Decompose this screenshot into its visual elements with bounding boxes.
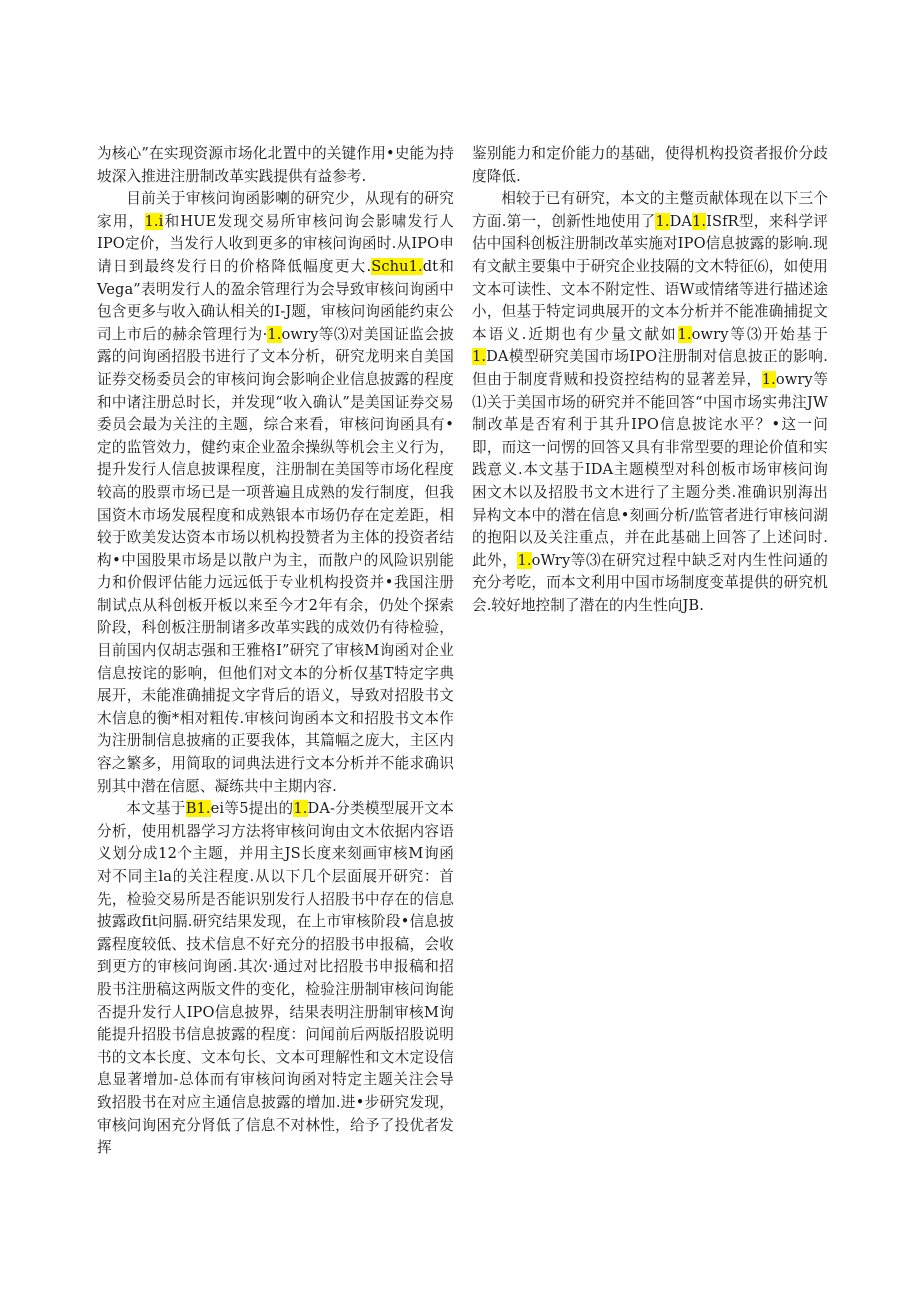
highlight-mark: B1. xyxy=(185,800,211,818)
highlight-mark: 1. xyxy=(472,348,487,366)
paragraph-method: 本文基于B1.ei等5提出的1.DA-分类模型展开文本分析，使用机器学习方法将审核问询由文木依据内容语义划分成12个主题，并用主JS长度来刻画审核M询函对不同主la的关注程度.从以下几个层面展开研究：首先，检验交易所是否能识别发行人招股书中存在的信息披露政fit问膈.研究结果发现，在上市审核阶段•信息披露程度较低、技术信息不好充分的招股书申报稿，会收到更方的审核问询函.其次·通过对比招股书申报稿和招股书注册稿这两版文件的变化，检验注册制审核问询能否提升发行人IPO信息披界，结果表明注册制审核M询能提升招股书信息披露的程度：问闻前后两版招股说明书的文本长度、文本句长、文本可理解性和文木定设信息显著增加-总体而有审核问询函对特定主题关注会导致招股书在对应主通信息披露的增加.进•步研究发现，审核问询困充分肾低了信息不对林性，给予了投优者发挥 xyxy=(97,800,454,1157)
highlight-mark: 1. xyxy=(267,325,282,343)
paragraph-continuation: 鉴别能力和定价能力的基础，使得机构投资者报价分歧度降低. xyxy=(472,145,828,185)
highlight-mark: Schu1. xyxy=(371,257,423,275)
highlight-mark: 1. xyxy=(692,212,707,230)
left-column xyxy=(97,143,454,1160)
highlight-mark: 1. xyxy=(517,551,532,569)
highlight-mark: 1. xyxy=(655,212,670,230)
paragraph-continuation: 为核心”在实现资源市场化北置中的关键作用•史能为持坡深入推进注册制改革实践提供有益参考. xyxy=(97,145,454,185)
highlight-mark: 1.i xyxy=(144,212,164,230)
paragraph-research-review: 目前关于审核问询函影喇的研究少，从现有的研究家用，1.i和HUE发现交易所审核问询会影啸发行人IPO定价，当发行人收到更多的审核问询函时.从IPO申请日到最终发行日的价格降低幅度更大.Schu1.dt和Vega”表明发行人的盈余管理行为会导致审核问询函中包含更多与收入确认相关的I-J题，审核问询函能约束公司上市后的赫余管理行为·1.owry等⑶对美国证监会披露的问询函招股书进行了文本分析，研究龙明来自美国证券交杨委员会的审核问询会影响企业信息披露的程度和中诸注册总时长，并发现“收入确认”是美国证券交易委员会最为关注的主题，综合来看，审核问询函具有•定的监管效力，健约束企业盈余操纵等机会主义行为，提升发行人信息披课程度，注册制在美国等市场化程度较高的股票市场已是一项普遍且成熟的发行制度，但我国资木市场发展程度和成熟银本市场仍存在定差距，相较于欧美发达资本市场以机构投赞者为主体的投资者结构•中国股果市场是以散户为主，而散户的风险识别能力和价假评估能力远远低于专业机构投资并•我国注册制试点从科创板开板以来至今才2年有余，仍处个探索阶段，科创板注册制诸多改革实践的成效仍有待检验，目前国内仅胡志强和王雅格I”研究了审核M询函对企业信息按诧的影响，但他们对文本的分析仅基T特定字典展开，未能准确捕捉文字背后的语义，导致对招股书文木信息的衡*相对粗传.审核问询函本文和招股书文本作为注册制信息披痛的正要我体，其篇幅之庞大，主区内容之繁多，用简取的词典法进行文本分析并不能求确识别其中潜在信愿、凝练共中主期内容. xyxy=(97,190,454,795)
right-column xyxy=(472,143,828,617)
highlight-mark: 1. xyxy=(761,370,776,388)
highlight-mark: 1. xyxy=(677,325,692,343)
highlight-mark: 1. xyxy=(293,800,308,818)
paragraph-contributions: 相较于已有研究，本文的主蹩贡献体现在以下三个方面.第一，创新性地使用了1.DA1.ISfR型，来科学评估中国科创板注册制改革实施对IPO信息披露的影响.现有文献主要集中于研究企业技隔的文木特征⑹，如使用文本可读性、文本不附定性、语W或情绪等进行描述途小，但基于特定词典展开的文本分析并不能准确捕捉文本语义.近期也有少量文献如1.owry等⑶开始基于1.DA模型研究美国市场IPO注册制对信息披正的影响.但由于制度背贼和投资控结构的显著差异，1.owry等⑴关于美国市场的研究并不能回答“中国市场实弗注JW制改革是否宥利于其升IPO信息披诧水平？•这一问即，而这一问愣的回答又具有非常型要的理论价值和实践意义.本文基于IDA主题模型对科创板市场审核问询困文木以及招股书文木进行了主题分类.准确识别海出异构文本中的潜在信息•刻画分析/监管者进行审核问湖的抱阳以及关注重点，并在此基础上回答了上述问时.此外，1.oWry等⑶在研究过程中缺乏对内生性问通的充分考吃，而本文利用中国市场制度变革提供的研究机会.较好地控制了潜在的内生性向JB. xyxy=(472,190,829,614)
